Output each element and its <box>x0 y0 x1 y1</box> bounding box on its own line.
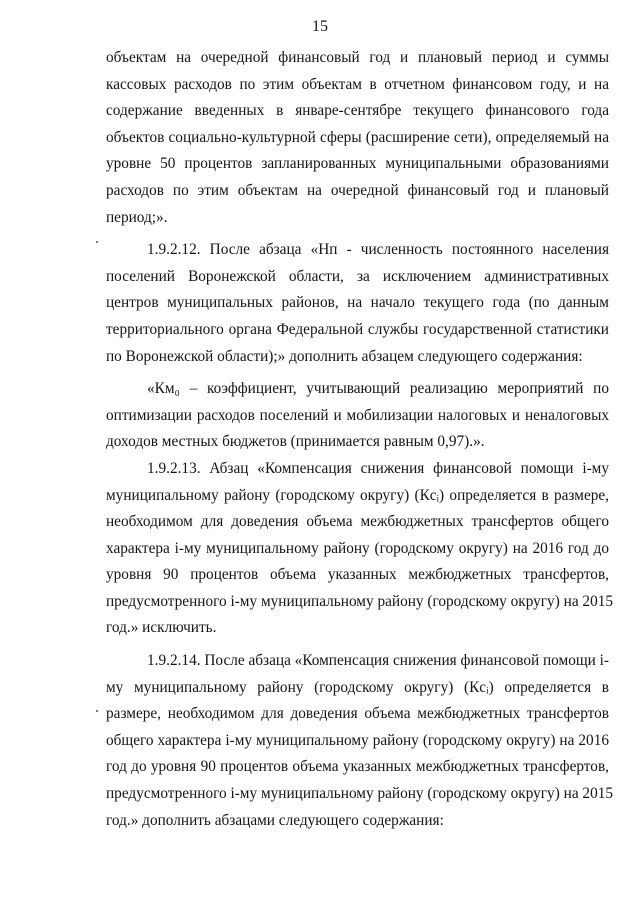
text-line: необходимом для доведения объема межбюджетных трансфертов общего <box>106 513 609 531</box>
text-line: уровне 50 процентов запланированных муниципальными образованиями <box>106 155 609 173</box>
text-line: общего характера i-му муниципальному району (городскому округу) на 2016 <box>106 731 609 749</box>
text-line: содержание введенных в январе-сентябре текущего финансового года <box>106 102 609 120</box>
paragraph-1-9-2-12 <box>106 237 609 370</box>
text-line: «Км₀ – коэффициент, учитывающий реализацию мероприятий по <box>147 380 609 398</box>
page-number: 15 <box>312 18 328 35</box>
text-line: доходов местных бюджетов (принимается равным 0,97).». <box>106 433 485 451</box>
text-line: по Воронежской области);» дополнить абзацем следующего содержания: <box>106 347 583 365</box>
text-line: уровня 90 процентов объема указанных межбюджетных трансфертов, <box>106 566 609 584</box>
text-line: территориального органа Федеральной службы государственной статистики <box>106 320 609 338</box>
text-line: му муниципальному району (городскому округу) (Кcᵢ) определяется в <box>106 678 609 696</box>
text-line: год до уровня 90 процентов объема указанных межбюджетных трансфертов, <box>106 758 609 776</box>
paragraph-quote-km <box>106 376 609 456</box>
text-line: кассовых расходов по этим объектам в отчетном финансовом году, и на <box>106 75 609 93</box>
paragraph <box>106 45 609 231</box>
document-body <box>106 45 614 834</box>
text-line: поселений Воронежской области, за исключением административных <box>106 267 609 285</box>
text-line: объектам на очередной финансовый год и плановый период и суммы <box>106 49 609 66</box>
text-line: размере, необходимом для доведения объема межбюджетных трансфертов <box>106 705 609 723</box>
text-line: 1.9.2.13. Абзац «Компенсация снижения финансовой помощи i-му <box>147 459 609 477</box>
text-line: предусмотренного i-му муниципальному району (городскому округу) на 2015 <box>106 785 614 803</box>
text-line: год.» исключить. <box>106 619 217 637</box>
text-line: год.» дополнить абзацами следующего содержания: <box>106 811 444 829</box>
text-line: центров муниципальных районов, на начало текущего года (по данным <box>106 294 609 312</box>
scan-speck <box>96 710 98 712</box>
text-line: муниципальному району (городскому округу) (Кcᵢ) определяется в размере, <box>106 486 609 504</box>
text-line: характера i-му муниципальному району (городскому округу) на 2016 год до <box>106 539 609 557</box>
text-line: 1.9.2.14. После абзаца «Компенсация снижения финансовой помощи i- <box>147 652 609 670</box>
scan-speck <box>96 241 98 243</box>
text-line: оптимизации расходов поселений и мобилизации налоговых и неналоговых <box>106 406 609 424</box>
text-line: объектов социально-культурной сферы (расширение сети), определяемый на <box>106 128 609 146</box>
text-line: 1.9.2.12. После абзаца «Нп - численность постоянного населения <box>147 241 609 259</box>
text-line: расходов по этим объектам на очередной финансовый год и плановый <box>106 181 609 199</box>
text-line: предусмотренного i-му муниципальному району (городскому округу) на 2015 <box>106 592 614 610</box>
paragraph-1-9-2-13 <box>106 456 614 642</box>
text-line: период;». <box>106 208 168 226</box>
paragraph-1-9-2-14 <box>106 648 614 834</box>
